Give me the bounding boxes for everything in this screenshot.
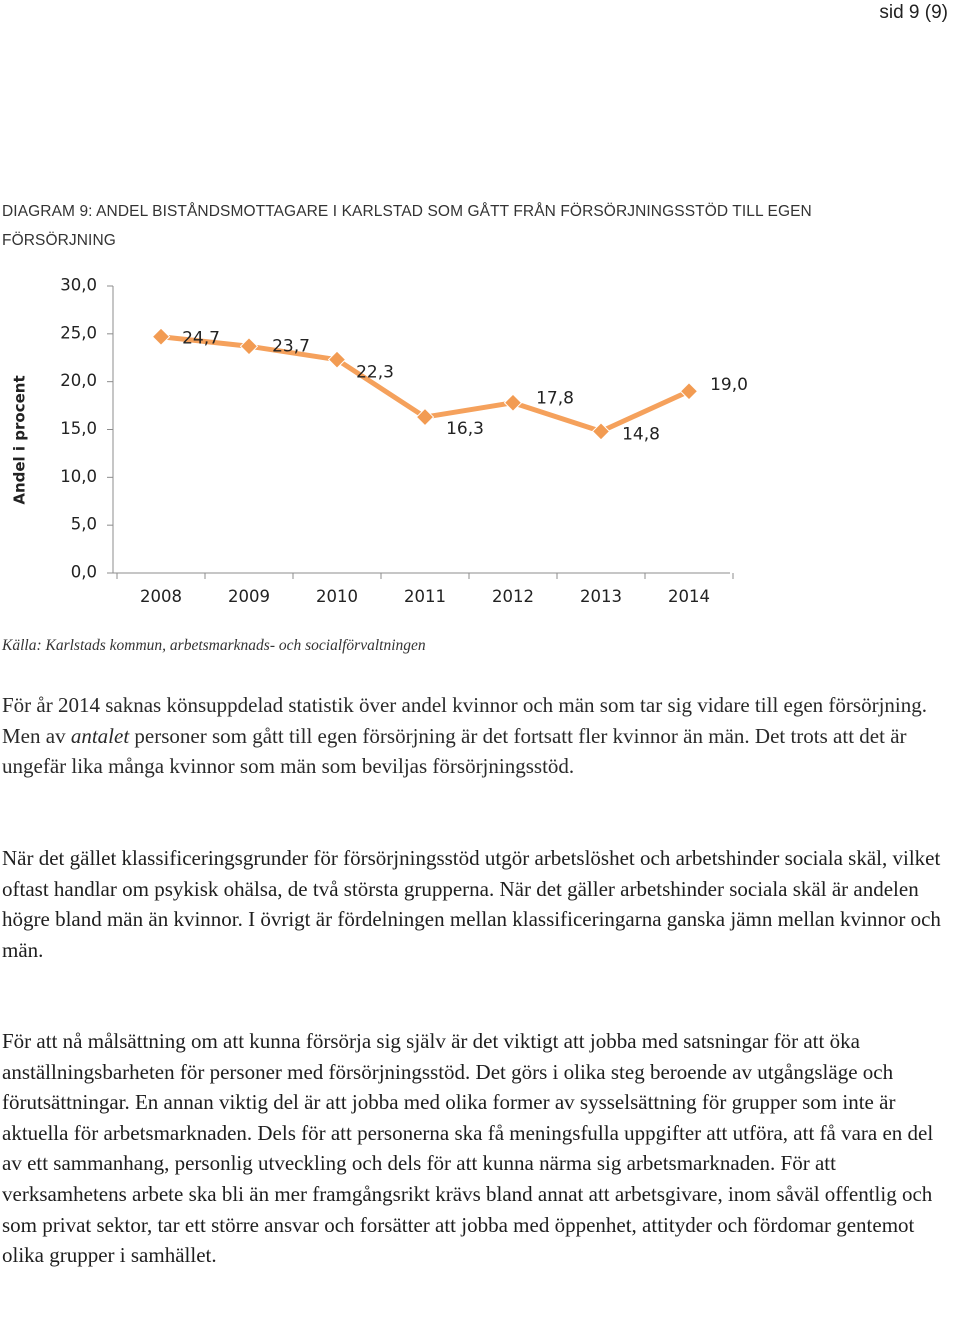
diagram-title: DIAGRAM 9: ANDEL BISTÅNDSMOTTAGARE I KARLSTAD SOM GÅTT FRÅN FÖRSÖRJNINGSSTÖD TILL EGEN FÖRSÖRJNING [2,203,812,249]
page-number: sid 9 (9) [879,2,948,23]
data-label: 16,3 [446,419,484,440]
line-chart [0,262,960,622]
data-label: 17,8 [536,388,574,409]
paragraph-1 [2,690,952,782]
data-label: 24,7 [182,328,220,349]
x-tick-label: 2013 [580,587,622,606]
x-tick-label: 2014 [668,587,710,606]
y-tick-label: 10,0 [60,466,97,486]
y-tick-label: 15,0 [60,419,97,438]
y-axis-title: Andel i procent [10,375,29,505]
data-point-marker [505,394,522,411]
y-tick-label: 25,0 [60,323,97,343]
x-tick-label: 2010 [316,587,358,606]
data-label: 19,0 [710,375,748,396]
x-tick-label: 2008 [140,587,182,606]
paragraph-1-part-1: För år 2014 saknas könsuppdelad statistik över andel kvinnor och män som tar sig vidare till egen försörjning. Men av [2,693,927,748]
x-tick-label: 2012 [492,587,534,606]
x-tick-label: 2011 [404,587,446,606]
paragraph-2: När det gället klassificeringsgrunder för försörjningsstöd utgör arbetslöshet och arbetshinder sociala skäl, vilket oftast handlar om psykisk ohälsa, de två största grupperna. När det gäller arbetshinder sociala skäl är andelen högre bland män än kvinnor. I övrigt är fördelningen mellan klassificeringarna ganska jämn mellan kvinnor och män. [2,846,941,962]
chart-source: Källa: Karlstads kommun, arbetsmarknads- och socialförvaltningen [2,637,426,654]
y-tick-label: 30,0 [60,275,97,295]
paragraph-1-part-2: personer som gått till egen försörjning är det fortsatt fler kvinnor än män. Det trots att det är ungefär lika många kvinnor som män som beviljas försörjningsstöd. [2,723,907,779]
paragraph-3: För att nå målsättning om att kunna försörja sig själv är det viktigt att jobba med satsningar för att öka anställningsbarheten för personer med försörjningsstöd. Det görs i olika steg beroende av utgångsläge och förutsättningar. En annan viktig del är att jobba med olika former av sysselsättning för grupper som inte är aktuella för arbetsmarknaden. Dels för att personerna ska få meningsfulla uppgifter att utföra, att få vara en del av ett sammanhang, personlig utveckling och dels för att kunna närma sig arbetsmarknaden. För att verksamhetens arbete ska bli än mer framgångsrikt krävs bland annat att arbetsgivare, inom såväl offentlig och som privat sektor, tar ett större ansvar och forsätter att jobba med öppenhet, attityder och fördomar gentemot olika grupper i samhället. [2,1029,934,1268]
y-tick-label: 0,0 [70,562,97,582]
data-label: 23,7 [272,336,310,357]
data-label: 22,3 [356,362,394,383]
y-tick-label: 20,0 [60,371,97,391]
y-tick-label: 5,0 [70,514,97,534]
paragraph-1-emphasis: antalet [70,723,130,748]
data-point-marker [593,423,610,440]
data-point-marker [681,383,698,400]
data-label: 14,8 [622,424,660,445]
data-point-marker [153,328,170,345]
data-point-marker [241,338,258,355]
x-tick-label: 2009 [228,587,270,606]
